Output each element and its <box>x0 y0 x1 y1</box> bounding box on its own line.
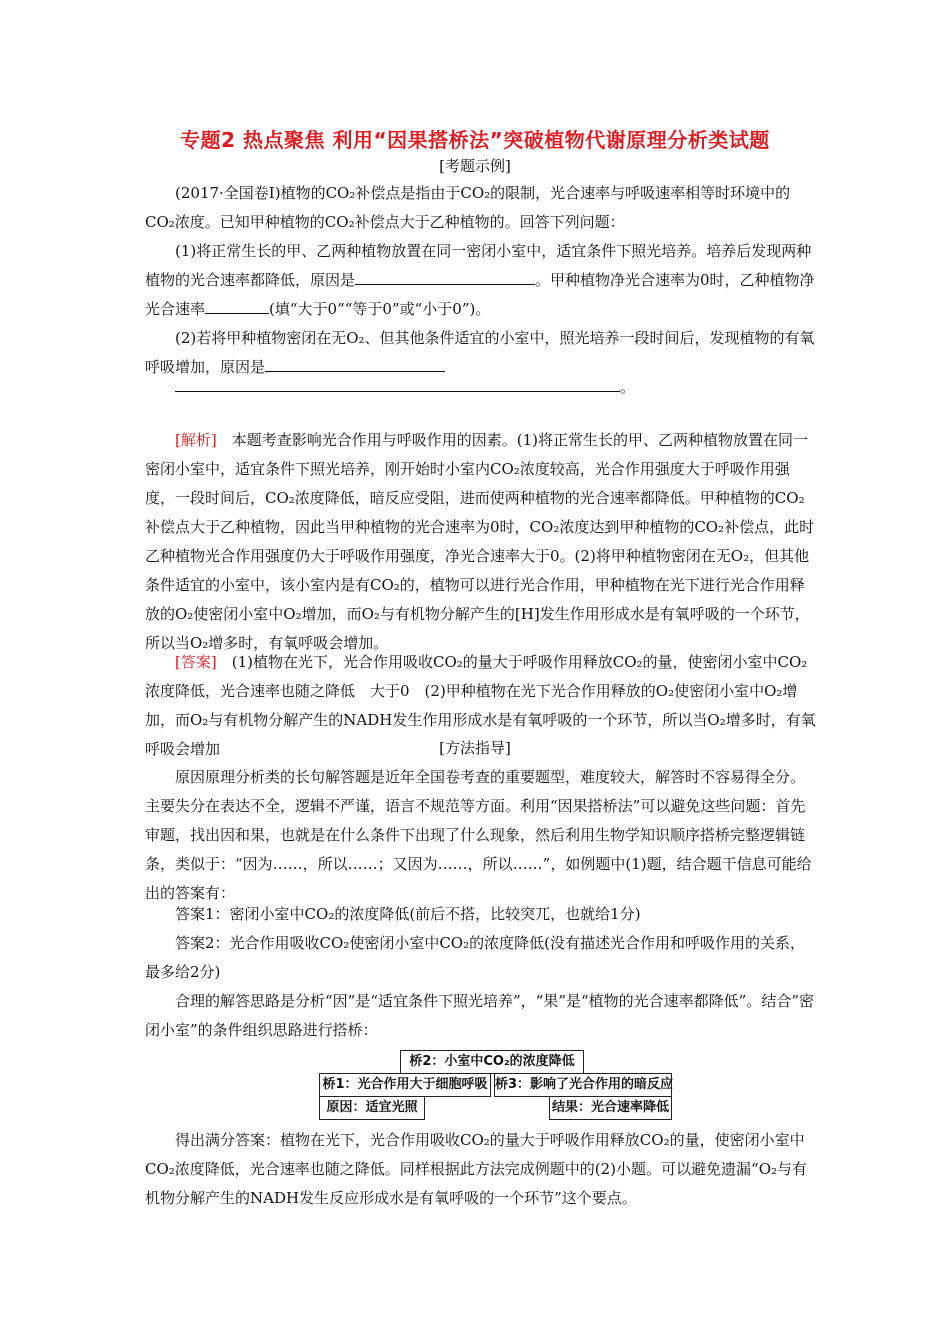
method-paragraph-1: 原因原理分析类的长句解答题是近年全国卷考查的重要题型，难度较大，解答时不容易得全分。主要失分在表达不全，逻辑不严谨，语言不规范等方面。利用“因果搭桥法”可以避免这些问题：首先审题，找出因和果，也就是在什么条件下出现了什么现象，然后利用生物学知识顺序搭桥完整逻辑链条，类似于：“因为……，所以……；又因为……，所以……”，如例题中(1)题，结合题干信息可能给出的答案有： <box>145 768 812 902</box>
method-answer-1: 答案1：密闭小室中CO₂的浓度降低(前后不搭，比较突兀，也就给1分) <box>175 905 641 923</box>
result-box: 结果：光合速率降低 <box>549 1096 672 1120</box>
question-1-text-a: (1)将正常生长的甲、乙两种植物放置在同一密闭小室中，适宜条件下照光培养。培养后发现两种植物的光合速率都降低，原因是 <box>145 242 812 289</box>
bridge-3-box: 桥3：影响了光合作用的暗反应 <box>494 1073 672 1097</box>
bridge-1-box: 桥1：光合作用大于细胞呼吸 <box>319 1073 491 1097</box>
analysis-label: [解析] <box>175 431 217 449</box>
answer-blank-2[interactable] <box>205 296 269 314</box>
question-1-text-c: (填“大于0”“等于0”或“小于0”)。 <box>269 300 491 318</box>
answer-blank-1[interactable] <box>355 267 535 285</box>
analysis-paragraph <box>145 426 817 658</box>
answer-blank-3[interactable] <box>265 354 445 372</box>
method-paragraph-2: 合理的解答思路是分析“因”是“适宜条件下照光培养”，“果”是“植物的光合速率都降低”。结合”密闭小室”的条件组织思路进行搭桥： <box>145 992 815 1039</box>
question-2-answer-line <box>145 373 817 402</box>
cause-box: 原因：适宜光照 <box>319 1096 425 1120</box>
method-answer-2: 答案2：光合作用吸收CO₂使密闭小室中CO₂的浓度降低(没有描述光合作用和呼吸作用的关系，最多给2分) <box>145 934 805 981</box>
question-intro: (2017·全国卷Ⅰ)植物的CO₂补偿点是指由于CO₂的限制，光合速率与呼吸速率相等时环境中的CO₂浓度。已知甲种植物的CO₂补偿点大于乙种植物的。回答下列问题： <box>145 184 791 231</box>
answer-label: [答案] <box>175 653 217 671</box>
method-paragraph-3: 得出满分答案：植物在光下，光合作用吸收CO₂的量大于呼吸作用释放CO₂的量，使密闭小室中CO₂浓度降低，光合速率也随之降低。同样根据此方法完成例题中的(2)小题。可以避免遗漏“O₂与有机物分解产生的NADH发生反应形成水是有氧呼吸的一个环节”这个要点。 <box>145 1131 808 1207</box>
analysis-text: 本题考查影响光合作用与呼吸作用的因素。(1)将正常生长的甲、乙两种植物放置在同一密闭小室中，适宜条件下照光培养，刚开始时小室内CO₂浓度较高，光合作用强度大于呼吸作用强度，一段时间后，CO₂浓度降低，暗反应受阻，进而使两种植物的光合速率都降低。甲种植物的CO₂补偿点大于乙种植物，因此当甲种植物的光合速率为0时，CO₂浓度达到甲种植物的CO₂补偿点，此时乙种植物光合作用强度仍大于呼吸作用强度，净光合速率大于0。(2)将甲种植物密闭在无O₂，但其他条件适宜的小室中，该小室内是有CO₂的，植物可以进行光合作用，甲种植物在光下进行光合作用释放的O₂使密闭小室中O₂增加，而O₂与有机物分解产生的[H]发生作用形成水是有氧呼吸的一个环节，所以当O₂增多时，有氧呼吸会增加。 <box>145 431 815 652</box>
answer-text: (1)植物在光下，光合作用吸收CO₂的量大于呼吸作用释放CO₂的量，使密闭小室中CO₂浓度降低，光合速率也随之降低 大于0 (2)甲种植物在光下光合作用释放的O₂使密闭小室中O₂增加，而O₂与有机物分解产生的NADH发生作用形成水是有氧呼吸的一个环节，所以当O₂增多时，有氧呼吸会增加 <box>145 653 816 758</box>
question-2-text: (2)若将甲种植物密闭在无O₂、但其他条件适宜的小室中，照光培养一段时间后，发现植物的有氧呼吸增加，原因是 <box>145 329 815 376</box>
answer-blank-4[interactable] <box>175 374 620 392</box>
bridge-2-box: 桥2：小室中CO₂的浓度降低 <box>400 1050 584 1074</box>
section-heading-method: [方法指导] <box>439 739 511 757</box>
section-heading-example: [考题示例] <box>439 157 511 175</box>
page-title: 专题2 热点聚焦 利用“因果搭桥法”突破植物代谢原理分析类试题 <box>180 128 770 152</box>
question-1 <box>145 237 817 324</box>
question-2-end: 。 <box>620 378 636 396</box>
question-1-text-b: 。甲种植物净光合速率为0时，乙种植物净光合速率 <box>145 271 815 318</box>
